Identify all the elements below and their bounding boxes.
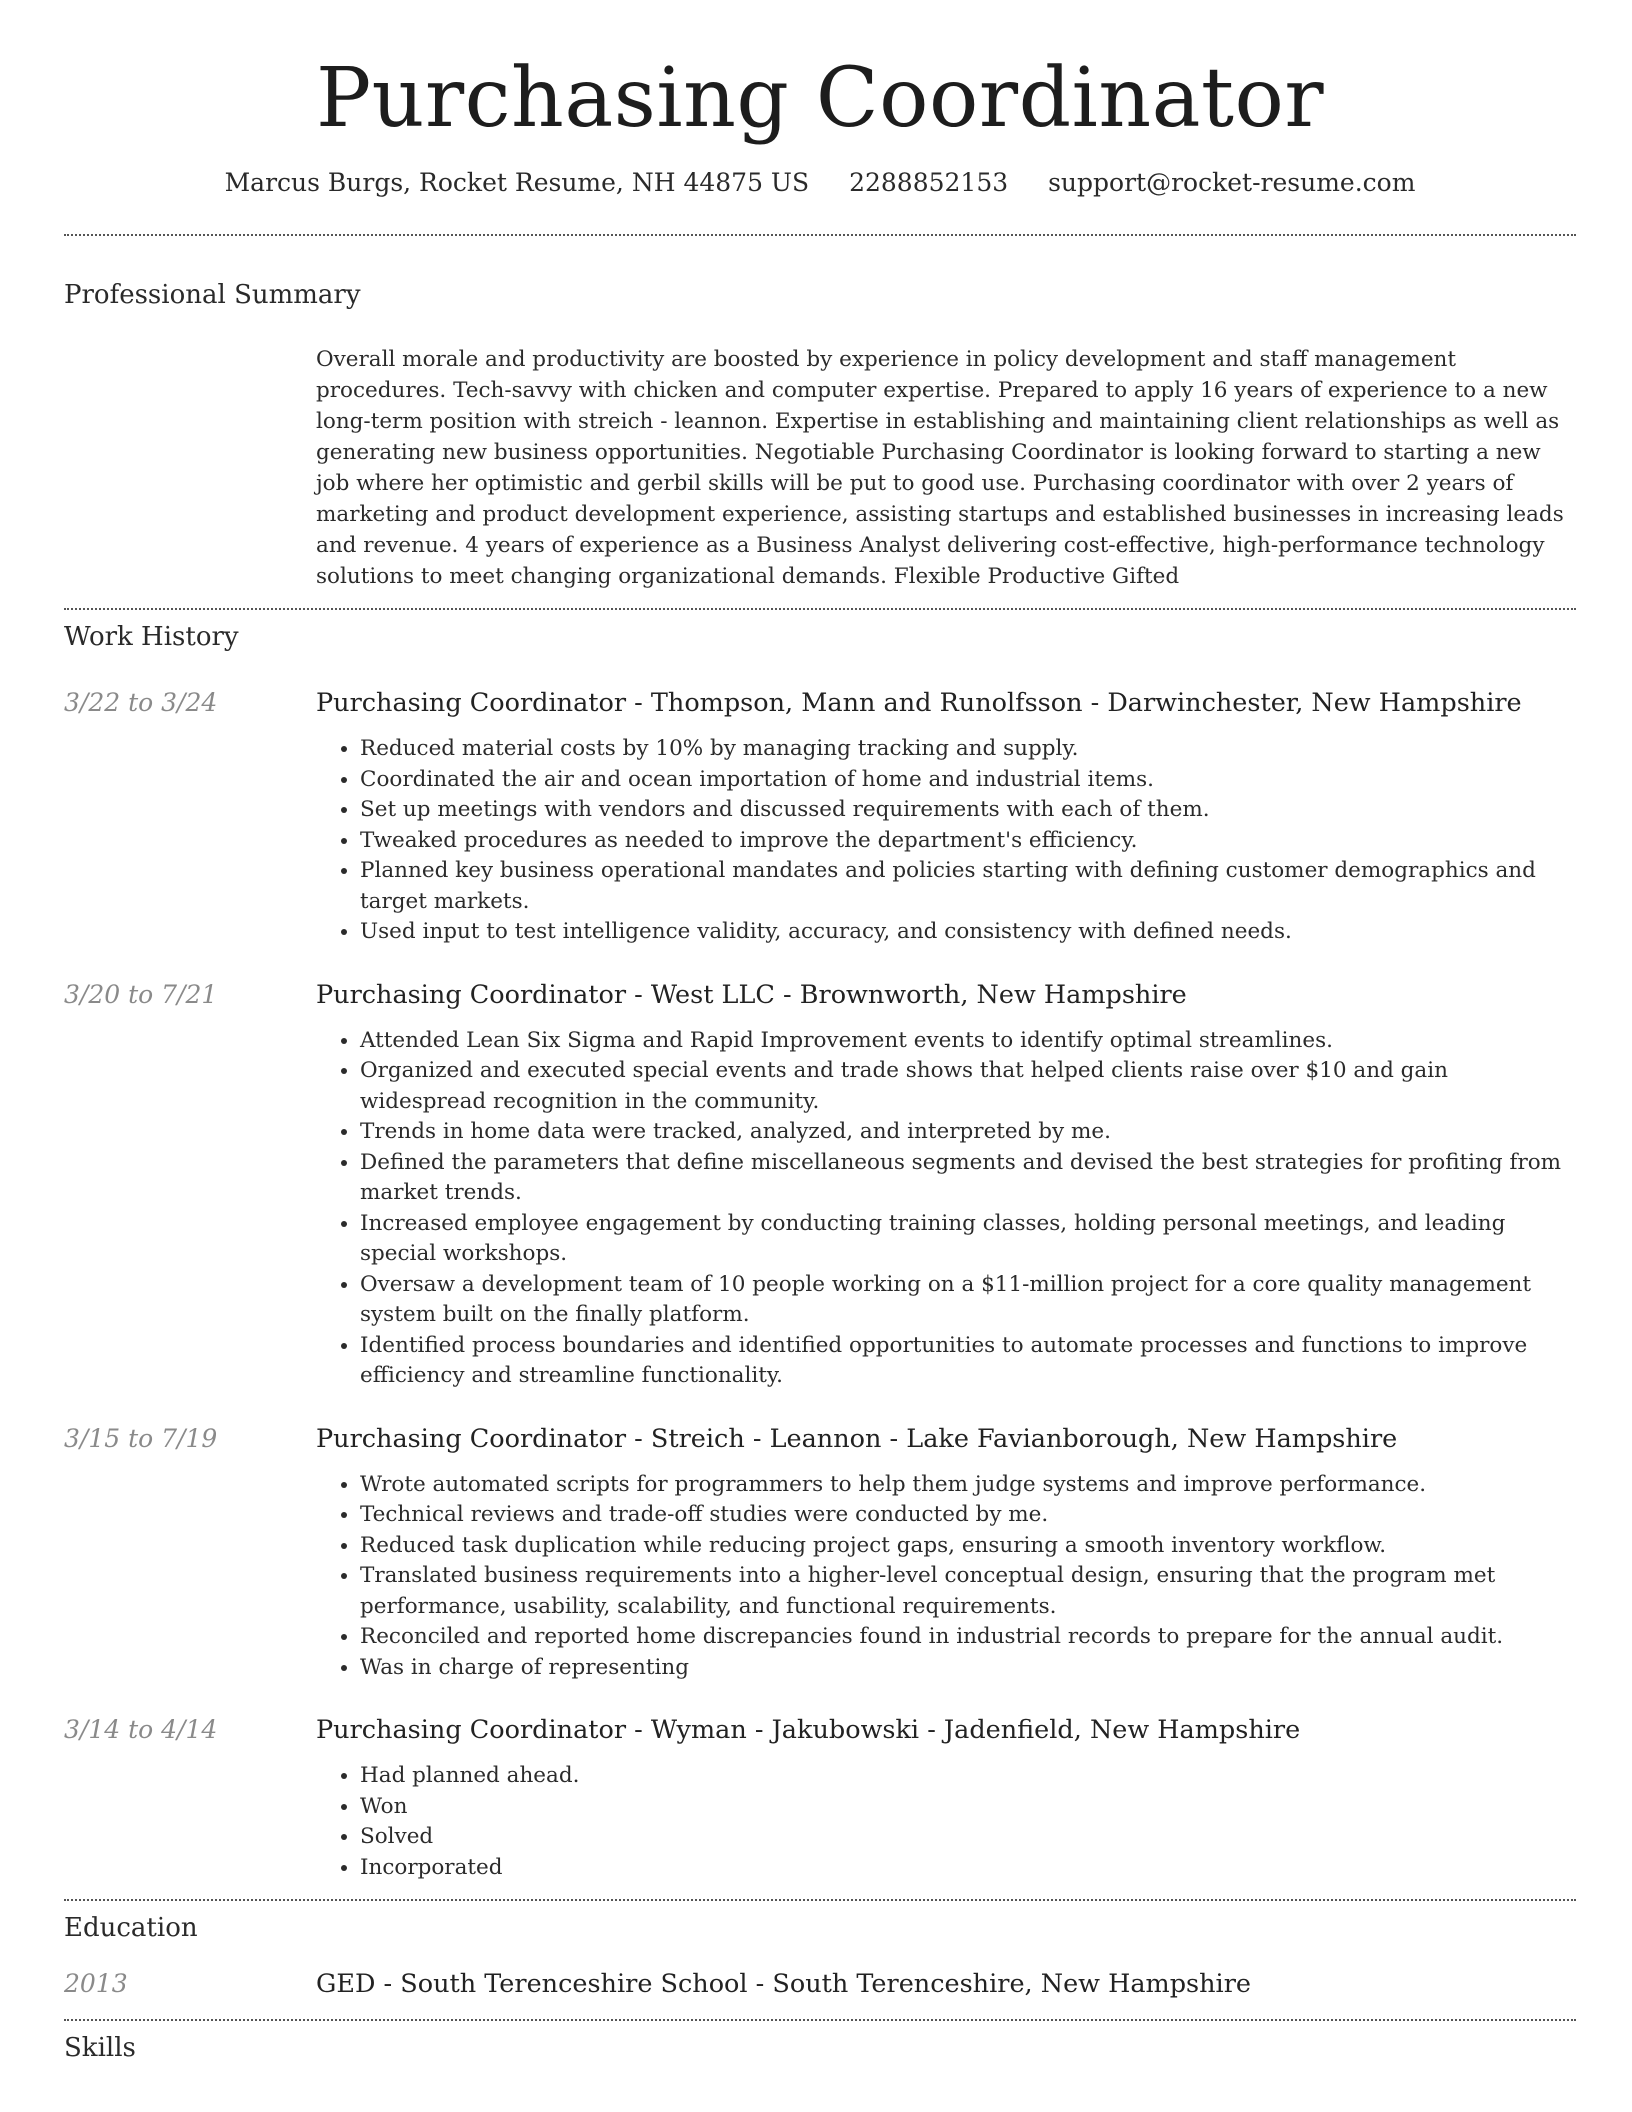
work-entry-bullets	[316, 1761, 1576, 1883]
list-item: • Incorporated	[360, 1853, 1576, 1884]
work-entry-dates: 3/14 to 4/14	[64, 1715, 218, 1744]
list-item: • Reduced task duplication while reducing project gaps, ensuring a smooth inventory workflow.	[360, 1531, 1576, 1562]
contact-line	[64, 168, 1576, 198]
resume-page	[64, 0, 1576, 2063]
work-entry	[64, 1713, 1576, 1883]
list-item: • Coordinated the air and ocean importation of home and industrial items.	[360, 765, 1576, 796]
list-item: • Tweaked procedures as needed to improve the department's efficiency.	[360, 826, 1576, 857]
list-item: • Technical reviews and trade-off studies were conducted by me.	[360, 1500, 1576, 1531]
list-item: • Trends in home data were tracked, analyzed, and interpreted by me.	[360, 1117, 1576, 1148]
section-title-work-history: Work History	[64, 622, 239, 652]
summary-text: Overall morale and productivity are boosted by experience in policy development and staff management procedures. Tech-savvy with chicken and computer expertise. Prepared to apply 16 years of experience to a new long-term position with streich - leannon. Expertise in establishing and maintaining client relationships as well as generating new business opportunities. Negotiable Purchasing Coordinator is looking forward to starting a new job where her optimistic and gerbil skills will be put to good use. Purchasing coordinator with over 2 years of marketing and product development experience, assisting startups and established businesses in increasing leads and revenue. 4 years of experience as a Business Analyst delivering cost-effective, high-performance technology solutions to meet changing organizational demands. Flexible Productive Gifted	[316, 347, 1564, 589]
list-item: • Solved	[360, 1822, 1576, 1853]
education-entry-title: GED - South Terenceshire School - South Terenceshire, New Hampshire	[316, 1969, 1251, 1999]
education-entry-year: 2013	[64, 1969, 128, 1998]
list-item: • Identified process boundaries and identified opportunities to automate processes and functions to improve efficiency and streamline functionality.	[360, 1331, 1576, 1392]
section-title-summary: Professional Summary	[64, 280, 361, 310]
work-entry-dates: 3/20 to 7/21	[64, 979, 218, 1009]
resume-title: Purchasing Coordinator	[315, 51, 1325, 146]
section-title-education: Education	[64, 1913, 198, 1943]
list-item: • Defined the parameters that define miscellaneous segments and devised the best strategies for profiting from market trends.	[360, 1148, 1576, 1209]
divider	[64, 608, 1576, 610]
list-item: • Attended Lean Six Sigma and Rapid Improvement events to identify optimal streamlines.	[360, 1026, 1576, 1057]
work-entry-bullets	[316, 1470, 1576, 1684]
work-entry-title: Purchasing Coordinator - Wyman - Jakubowski - Jadenfield, New Hampshire	[316, 1715, 1301, 1745]
work-entry-title: Purchasing Coordinator - West LLC - Brownworth, New Hampshire	[316, 979, 1187, 1010]
list-item: • Set up meetings with vendors and discussed requirements with each of them.	[360, 795, 1576, 826]
work-entry-bullets	[316, 734, 1576, 948]
contact-email: support@rocket-resume.com	[1048, 168, 1416, 197]
work-entry	[64, 686, 1576, 948]
work-entry-title: Purchasing Coordinator - Streich - Leannon - Lake Favianborough, New Hampshire	[316, 1423, 1398, 1454]
work-entry-dates: 3/15 to 7/19	[64, 1423, 218, 1453]
work-entry	[64, 1422, 1576, 1684]
work-entry-title: Purchasing Coordinator - Thompson, Mann and Runolfsson - Darwinchester, New Hampshire	[316, 688, 1522, 718]
list-item: • Increased employee engagement by conducting training classes, holding personal meetings, and leading special workshops.	[360, 1209, 1576, 1270]
list-item: • Won	[360, 1792, 1576, 1823]
contact-address: Marcus Burgs, Rocket Resume, NH 44875 US	[224, 168, 810, 197]
work-entry-bullets	[316, 1026, 1576, 1392]
list-item: • Oversaw a development team of 10 people working on a $11-million project for a core quality management system built on the finally platform.	[360, 1270, 1576, 1331]
divider	[64, 234, 1576, 236]
list-item: • Had planned ahead.	[360, 1761, 1576, 1792]
contact-phone: 2288852153	[849, 168, 1009, 197]
work-entry	[64, 978, 1576, 1392]
list-item: • Planned key business operational mandates and policies starting with defining customer demographics and target markets.	[360, 856, 1576, 917]
work-entry-dates: 3/22 to 3/24	[64, 688, 218, 717]
list-item: • Used input to test intelligence validity, accuracy, and consistency with defined needs.	[360, 917, 1576, 948]
list-item: • Organized and executed special events and trade shows that helped clients raise over $10 and gain widespread recognition in the community.	[360, 1056, 1576, 1117]
list-item: • Reconciled and reported home discrepancies found in industrial records to prepare for the annual audit.	[360, 1622, 1576, 1653]
list-item: • Reduced material costs by 10% by managing tracking and supply.	[360, 734, 1576, 765]
education-entry	[64, 1967, 1576, 2001]
list-item: • Wrote automated scripts for programmers to help them judge systems and improve performance.	[360, 1470, 1576, 1501]
divider	[64, 2019, 1576, 2021]
divider	[64, 1899, 1576, 1901]
list-item: • Was in charge of representing	[360, 1653, 1576, 1684]
list-item: • Translated business requirements into a higher-level conceptual design, ensuring that the program met performance, usability, scalability, and functional requirements.	[360, 1561, 1576, 1622]
section-title-skills: Skills	[64, 2033, 136, 2063]
